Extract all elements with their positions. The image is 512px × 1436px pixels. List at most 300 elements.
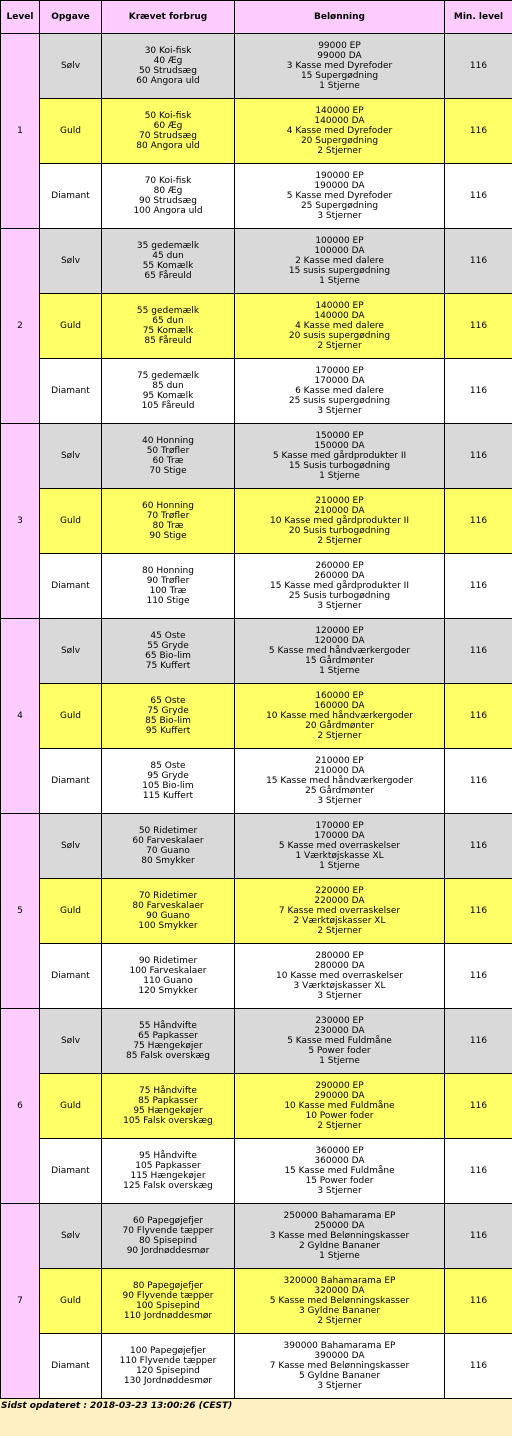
quest-row bbox=[1, 1269, 512, 1334]
reward-cell-line: 20 Susis turbogødning bbox=[288, 526, 391, 536]
required-cell-line: 90 Jordnøddesmør bbox=[126, 1246, 210, 1256]
reward-cell bbox=[235, 1009, 445, 1074]
reward-cell-line: 190000 DA bbox=[314, 181, 365, 191]
task-type-cell: Sølv bbox=[40, 424, 102, 489]
level-cell: 3 bbox=[1, 424, 40, 619]
required-cell bbox=[102, 34, 235, 99]
required-cell bbox=[102, 684, 235, 749]
reward-cell-line: 4 Kasse med Dyrefoder bbox=[286, 126, 393, 136]
required-cell-line: 110 Guano bbox=[143, 976, 193, 986]
reward-cell-line: 280000 DA bbox=[314, 961, 365, 971]
reward-cell-line: 15 Kasse med gårdprodukter II bbox=[270, 581, 409, 591]
reward-cell-line: 250000 DA bbox=[314, 1221, 365, 1231]
required-cell-line: 95 Kuffert bbox=[145, 726, 191, 736]
quest-row bbox=[1, 1074, 512, 1139]
reward-cell-line: 6 Kasse med dalere bbox=[295, 386, 384, 396]
reward-cell-line: 220000 EP bbox=[315, 886, 364, 896]
required-cell-line: 75 Gryde bbox=[147, 706, 189, 716]
reward-cell-line: 140000 EP bbox=[315, 106, 364, 116]
reward-cell-line: 5 Kasse med gårdprodukter II bbox=[272, 451, 407, 461]
quest-row bbox=[1, 34, 512, 99]
header-reward: Belønning bbox=[235, 1, 445, 34]
quest-row bbox=[1, 684, 512, 749]
required-cell bbox=[102, 1139, 235, 1204]
required-cell bbox=[102, 99, 235, 164]
quest-row bbox=[1, 619, 512, 684]
required-cell-line: 110 Flyvende tæpper bbox=[119, 1356, 217, 1366]
required-cell-line: 50 Trøfler bbox=[146, 446, 190, 456]
required-cell-line: 100 Farveskalaer bbox=[129, 966, 207, 976]
required-cell-line: 115 Kuffert bbox=[142, 791, 194, 801]
required-cell-line: 85 Fåreuld bbox=[144, 336, 192, 346]
required-cell-line: 95 Gryde bbox=[147, 771, 189, 781]
min-level-cell: 116 bbox=[445, 424, 512, 489]
reward-cell-line: 20 susis supergødning bbox=[288, 331, 391, 341]
required-cell-line: 50 Ridetimer bbox=[138, 826, 198, 836]
task-type-cell: Guld bbox=[40, 294, 102, 359]
reward-cell bbox=[235, 879, 445, 944]
reward-cell-line: 170000 EP bbox=[315, 366, 364, 376]
task-type-cell: Diamant bbox=[40, 1139, 102, 1204]
required-cell-line: 65 Papkasser bbox=[138, 1031, 198, 1041]
reward-cell-line: 2 Stjerner bbox=[317, 1121, 362, 1131]
required-cell-line: 70 Stige bbox=[149, 466, 187, 476]
required-cell bbox=[102, 619, 235, 684]
required-cell-line: 90 Stige bbox=[149, 531, 187, 541]
reward-cell-line: 15 Gårdmønter bbox=[305, 656, 374, 666]
header-task: Opgave bbox=[40, 1, 102, 34]
min-level-cell: 116 bbox=[445, 684, 512, 749]
min-level-cell: 116 bbox=[445, 359, 512, 424]
min-level-cell: 116 bbox=[445, 1009, 512, 1074]
reward-cell bbox=[235, 1074, 445, 1139]
required-cell-line: 75 Hængekøjer bbox=[133, 1041, 203, 1051]
reward-cell-line: 390000 DA bbox=[314, 1351, 365, 1361]
task-type-cell: Diamant bbox=[40, 1334, 102, 1399]
min-level-cell: 116 bbox=[445, 749, 512, 814]
required-cell bbox=[102, 164, 235, 229]
reward-cell-line: 10 Power foder bbox=[305, 1111, 374, 1121]
last-updated: Sidst opdateret : 2018-03-23 13:00:26 (CEST) bbox=[1, 1401, 233, 1411]
quest-row bbox=[1, 489, 512, 554]
reward-cell-line: 5 Kasse med Dyrefoder bbox=[286, 191, 393, 201]
required-cell-line: 55 Håndvifte bbox=[139, 1021, 197, 1031]
required-cell-line: 80 Træ bbox=[152, 521, 184, 531]
reward-cell-line: 3 Kasse med Belønningskasser bbox=[269, 1231, 410, 1241]
required-cell bbox=[102, 424, 235, 489]
reward-cell-line: 100000 DA bbox=[314, 246, 365, 256]
required-cell bbox=[102, 749, 235, 814]
required-cell bbox=[102, 1074, 235, 1139]
required-cell-line: 70 Flyvende tæpper bbox=[122, 1226, 214, 1236]
reward-cell bbox=[235, 749, 445, 814]
reward-cell bbox=[235, 684, 445, 749]
required-cell-line: 60 Papegøjefjer bbox=[132, 1216, 204, 1226]
reward-cell-line: 5 Kasse med overraskelser bbox=[278, 841, 401, 851]
required-cell-line: 80 Papegøjefjer bbox=[132, 1281, 204, 1291]
reward-cell-line: 320000 DA bbox=[314, 1286, 365, 1296]
required-cell-line: 100 Papegøjefjer bbox=[130, 1346, 206, 1356]
reward-cell-line: 360000 EP bbox=[315, 1146, 364, 1156]
task-type-cell: Diamant bbox=[40, 944, 102, 1009]
reward-cell-line: 5 Kasse med Fuldmåne bbox=[287, 1036, 392, 1046]
required-cell-line: 80 Farveskalaer bbox=[132, 901, 204, 911]
task-type-cell: Diamant bbox=[40, 164, 102, 229]
required-cell-line: 100 Spisepind bbox=[136, 1301, 200, 1311]
task-type-cell: Diamant bbox=[40, 554, 102, 619]
reward-cell-line: 10 Kasse med overraskelser bbox=[276, 971, 403, 981]
reward-cell-line: 5 Gyldne Bananer bbox=[298, 1371, 381, 1381]
reward-cell bbox=[235, 99, 445, 164]
header-required: Krævet forbrug bbox=[102, 1, 235, 34]
required-cell-line: 110 Jordnøddesmør bbox=[123, 1311, 213, 1321]
quest-row bbox=[1, 554, 512, 619]
task-type-cell: Sølv bbox=[40, 34, 102, 99]
reward-cell-line: 120000 EP bbox=[315, 626, 364, 636]
reward-cell bbox=[235, 1139, 445, 1204]
required-cell-line: 85 Falsk overskæg bbox=[126, 1051, 210, 1061]
reward-cell-line: 3 Gyldne Bananer bbox=[298, 1306, 381, 1316]
required-cell-line: 80 Æg bbox=[153, 186, 183, 196]
required-cell-line: 100 Træ bbox=[149, 586, 187, 596]
min-level-cell: 116 bbox=[445, 489, 512, 554]
reward-cell-line: 3 Stjerner bbox=[317, 796, 362, 806]
required-cell-line: 65 Bio-lim bbox=[145, 651, 191, 661]
reward-cell-line: 7 Kasse med overraskelser bbox=[278, 906, 401, 916]
required-cell bbox=[102, 229, 235, 294]
reward-cell-line: 99000 DA bbox=[317, 51, 362, 61]
quest-row bbox=[1, 814, 512, 879]
min-level-cell: 116 bbox=[445, 554, 512, 619]
required-cell bbox=[102, 554, 235, 619]
reward-cell-line: 250000 Bahamarama EP bbox=[283, 1211, 396, 1221]
reward-cell-line: 210000 DA bbox=[314, 506, 365, 516]
required-cell-line: 85 Papkasser bbox=[138, 1096, 198, 1106]
required-cell-line: 60 Farveskalaer bbox=[132, 836, 204, 846]
required-cell-line: 55 gedemælk bbox=[136, 306, 200, 316]
header-row bbox=[1, 1, 512, 34]
reward-cell bbox=[235, 424, 445, 489]
reward-cell bbox=[235, 294, 445, 359]
required-cell-line: 45 Oste bbox=[150, 631, 186, 641]
min-level-cell: 116 bbox=[445, 1334, 512, 1399]
reward-cell-line: 1 Stjerne bbox=[319, 1056, 360, 1066]
reward-cell-line: 3 Værktøjskasser XL bbox=[293, 981, 386, 991]
required-cell bbox=[102, 1269, 235, 1334]
reward-cell bbox=[235, 489, 445, 554]
required-cell-line: 80 Honning bbox=[142, 566, 194, 576]
quest-row bbox=[1, 99, 512, 164]
required-cell bbox=[102, 294, 235, 359]
reward-cell bbox=[235, 554, 445, 619]
reward-cell-line: 2 Stjerner bbox=[317, 536, 362, 546]
reward-cell-line: 1 Stjerne bbox=[319, 861, 360, 871]
reward-cell-line: 4 Kasse med dalere bbox=[295, 321, 384, 331]
required-cell bbox=[102, 944, 235, 1009]
reward-cell-line: 280000 EP bbox=[315, 951, 364, 961]
min-level-cell: 116 bbox=[445, 814, 512, 879]
reward-cell-line: 7 Kasse med Belønningskasser bbox=[269, 1361, 410, 1371]
task-type-cell: Sølv bbox=[40, 814, 102, 879]
quest-row bbox=[1, 1334, 512, 1399]
min-level-cell: 116 bbox=[445, 164, 512, 229]
required-cell-line: 100 Angora uld bbox=[133, 206, 203, 216]
reward-cell-line: 150000 EP bbox=[315, 431, 364, 441]
required-cell-line: 40 Æg bbox=[153, 56, 183, 66]
quest-table-body bbox=[1, 34, 512, 1399]
reward-cell-line: 170000 DA bbox=[314, 831, 365, 841]
reward-cell-line: 390000 Bahamarama EP bbox=[283, 1341, 396, 1351]
min-level-cell: 116 bbox=[445, 229, 512, 294]
task-type-cell: Guld bbox=[40, 99, 102, 164]
reward-cell-line: 25 Susis turbogødning bbox=[288, 591, 391, 601]
task-type-cell: Guld bbox=[40, 1074, 102, 1139]
required-cell-line: 90 Strudsæg bbox=[139, 196, 197, 206]
reward-cell bbox=[235, 359, 445, 424]
required-cell-line: 90 Guano bbox=[146, 911, 190, 921]
required-cell-line: 60 Æg bbox=[153, 121, 183, 131]
reward-cell-line: 10 Kasse med gårdprodukter II bbox=[270, 516, 409, 526]
reward-cell-line: 20 Supergødning bbox=[300, 136, 379, 146]
reward-cell-line: 2 Stjerner bbox=[317, 146, 362, 156]
required-cell-line: 70 Ridetimer bbox=[138, 891, 198, 901]
reward-cell-line: 2 Værktøjskasser XL bbox=[293, 916, 386, 926]
required-cell-line: 110 Stige bbox=[146, 596, 190, 606]
reward-cell-line: 15 Kasse med håndværkergoder bbox=[266, 776, 413, 786]
level-cell: 7 bbox=[1, 1204, 40, 1399]
reward-cell-line: 140000 DA bbox=[314, 311, 365, 321]
reward-cell-line: 5 Power foder bbox=[308, 1046, 371, 1056]
task-type-cell: Sølv bbox=[40, 1009, 102, 1074]
reward-cell-line: 15 Kasse med Fuldmåne bbox=[284, 1166, 395, 1176]
reward-cell-line: 120000 DA bbox=[314, 636, 365, 646]
required-cell-line: 80 Angora uld bbox=[136, 141, 200, 151]
reward-cell-line: 190000 EP bbox=[315, 171, 364, 181]
reward-cell-line: 10 Kasse med Fuldmåne bbox=[284, 1101, 395, 1111]
reward-cell-line: 1 Stjerne bbox=[319, 1251, 360, 1261]
min-level-cell: 116 bbox=[445, 1204, 512, 1269]
required-cell-line: 65 Fåreuld bbox=[144, 271, 192, 281]
task-type-cell: Guld bbox=[40, 879, 102, 944]
header-min-level: Min. level bbox=[445, 1, 512, 34]
reward-cell-line: 100000 EP bbox=[315, 236, 364, 246]
reward-cell-line: 2 Gyldne Bananer bbox=[298, 1241, 381, 1251]
required-cell-line: 105 Fåreuld bbox=[141, 401, 195, 411]
required-cell bbox=[102, 489, 235, 554]
required-cell-line: 80 Smykker bbox=[141, 856, 195, 866]
reward-cell bbox=[235, 164, 445, 229]
required-cell-line: 50 Strudsæg bbox=[139, 66, 197, 76]
reward-cell-line: 290000 DA bbox=[314, 1091, 365, 1101]
reward-cell-line: 5 Kasse med Belønningskasser bbox=[269, 1296, 410, 1306]
required-cell-line: 90 Ridetimer bbox=[138, 956, 198, 966]
required-cell-line: 60 Honning bbox=[142, 501, 194, 511]
reward-cell-line: 3 Kasse med Dyrefoder bbox=[286, 61, 393, 71]
required-cell bbox=[102, 814, 235, 879]
required-cell-line: 30 Koi-fisk bbox=[144, 46, 192, 56]
required-cell-line: 100 Smykker bbox=[138, 921, 198, 931]
required-cell-line: 85 Oste bbox=[150, 761, 186, 771]
reward-cell-line: 1 Stjerne bbox=[319, 471, 360, 481]
reward-cell-line: 2 Stjerner bbox=[317, 1316, 362, 1326]
required-cell bbox=[102, 1334, 235, 1399]
reward-cell-line: 210000 EP bbox=[315, 496, 364, 506]
reward-cell-line: 230000 EP bbox=[315, 1016, 364, 1026]
required-cell-line: 40 Honning bbox=[142, 436, 194, 446]
required-cell-line: 70 Strudsæg bbox=[139, 131, 197, 141]
reward-cell-line: 1 Stjerne bbox=[319, 81, 360, 91]
reward-cell-line: 290000 EP bbox=[315, 1081, 364, 1091]
reward-cell bbox=[235, 1269, 445, 1334]
reward-cell-line: 1 Stjerne bbox=[319, 666, 360, 676]
required-cell-line: 85 Bio-lim bbox=[145, 716, 191, 726]
level-cell: 4 bbox=[1, 619, 40, 814]
level-cell: 5 bbox=[1, 814, 40, 1009]
required-cell-line: 95 Komælk bbox=[142, 391, 194, 401]
required-cell-line: 60 Træ bbox=[152, 456, 184, 466]
required-cell-line: 55 Komælk bbox=[142, 261, 194, 271]
reward-cell-line: 3 Stjerner bbox=[317, 1381, 362, 1391]
required-cell bbox=[102, 879, 235, 944]
reward-cell-line: 160000 EP bbox=[315, 691, 364, 701]
required-cell-line: 35 gedemælk bbox=[136, 241, 200, 251]
reward-cell-line: 15 Supergødning bbox=[300, 71, 379, 81]
reward-cell-line: 320000 Bahamarama EP bbox=[283, 1276, 396, 1286]
level-cell: 6 bbox=[1, 1009, 40, 1204]
required-cell-line: 65 dun bbox=[152, 316, 184, 326]
min-level-cell: 116 bbox=[445, 619, 512, 684]
reward-cell-line: 1 Værktøjskasse XL bbox=[295, 851, 384, 861]
reward-cell-line: 170000 EP bbox=[315, 821, 364, 831]
reward-cell bbox=[235, 619, 445, 684]
task-type-cell: Diamant bbox=[40, 359, 102, 424]
task-type-cell: Diamant bbox=[40, 749, 102, 814]
required-cell bbox=[102, 1009, 235, 1074]
reward-cell-line: 15 susis supergødning bbox=[288, 266, 391, 276]
min-level-cell: 116 bbox=[445, 1074, 512, 1139]
reward-cell bbox=[235, 814, 445, 879]
reward-cell-line: 5 Kasse med håndværkergoder bbox=[268, 646, 411, 656]
required-cell-line: 95 Håndvifte bbox=[139, 1151, 197, 1161]
required-cell-line: 80 Spisepind bbox=[138, 1236, 198, 1246]
reward-cell bbox=[235, 1334, 445, 1399]
task-type-cell: Sølv bbox=[40, 229, 102, 294]
reward-cell-line: 20 Gårdmønter bbox=[305, 721, 374, 731]
min-level-cell: 116 bbox=[445, 1139, 512, 1204]
required-cell-line: 90 Trøfler bbox=[146, 576, 190, 586]
quest-row bbox=[1, 944, 512, 1009]
reward-cell bbox=[235, 229, 445, 294]
level-cell: 2 bbox=[1, 229, 40, 424]
reward-cell-line: 360000 DA bbox=[314, 1156, 365, 1166]
quest-row bbox=[1, 1009, 512, 1074]
reward-cell-line: 2 Stjerner bbox=[317, 341, 362, 351]
reward-cell bbox=[235, 1204, 445, 1269]
reward-cell-line: 10 Kasse med håndværkergoder bbox=[266, 711, 413, 721]
required-cell-line: 70 Trøfler bbox=[146, 511, 190, 521]
required-cell bbox=[102, 1204, 235, 1269]
reward-cell bbox=[235, 944, 445, 1009]
quest-row bbox=[1, 424, 512, 489]
required-cell-line: 50 Koi-fisk bbox=[144, 111, 192, 121]
required-cell-line: 105 Falsk overskæg bbox=[123, 1116, 213, 1126]
reward-cell-line: 2 Stjerner bbox=[317, 731, 362, 741]
required-cell-line: 95 Hængekøjer bbox=[133, 1106, 203, 1116]
required-cell-line: 65 Oste bbox=[150, 696, 186, 706]
quest-row bbox=[1, 1139, 512, 1204]
reward-cell-line: 140000 EP bbox=[315, 301, 364, 311]
required-cell-line: 125 Falsk overskæg bbox=[123, 1181, 213, 1191]
reward-cell-line: 230000 DA bbox=[314, 1026, 365, 1036]
required-cell-line: 105 Papkasser bbox=[135, 1161, 201, 1171]
reward-cell-line: 3 Stjerner bbox=[317, 211, 362, 221]
required-cell-line: 120 Spisepind bbox=[136, 1366, 200, 1376]
quest-row bbox=[1, 294, 512, 359]
reward-cell-line: 3 Stjerner bbox=[317, 601, 362, 611]
min-level-cell: 116 bbox=[445, 34, 512, 99]
task-type-cell: Sølv bbox=[40, 1204, 102, 1269]
required-cell-line: 105 Bio-lim bbox=[142, 781, 194, 791]
reward-cell-line: 160000 DA bbox=[314, 701, 365, 711]
reward-cell-line: 260000 DA bbox=[314, 571, 365, 581]
reward-cell-line: 140000 DA bbox=[314, 116, 365, 126]
required-cell-line: 85 dun bbox=[152, 381, 184, 391]
required-cell-line: 45 dun bbox=[152, 251, 184, 261]
required-cell-line: 115 Hængekøjer bbox=[130, 1171, 206, 1181]
quest-row bbox=[1, 879, 512, 944]
reward-cell-line: 220000 DA bbox=[314, 896, 365, 906]
required-cell-line: 130 Jordnøddesmør bbox=[123, 1376, 213, 1386]
required-cell-line: 120 Smykker bbox=[138, 986, 198, 996]
required-cell-line: 75 Håndvifte bbox=[139, 1086, 197, 1096]
reward-cell-line: 2 Kasse med dalere bbox=[295, 256, 384, 266]
task-type-cell: Guld bbox=[40, 1269, 102, 1334]
required-cell-line: 75 Kuffert bbox=[145, 661, 191, 671]
reward-cell-line: 2 Stjerner bbox=[317, 926, 362, 936]
task-type-cell: Guld bbox=[40, 684, 102, 749]
quest-row bbox=[1, 164, 512, 229]
required-cell-line: 70 Guano bbox=[146, 846, 190, 856]
min-level-cell: 116 bbox=[445, 99, 512, 164]
reward-cell-line: 260000 EP bbox=[315, 561, 364, 571]
reward-cell-line: 25 Gårdmønter bbox=[305, 786, 374, 796]
reward-cell-line: 170000 DA bbox=[314, 376, 365, 386]
quest-row bbox=[1, 359, 512, 424]
required-cell bbox=[102, 359, 235, 424]
level-cell: 1 bbox=[1, 34, 40, 229]
required-cell-line: 75 Komælk bbox=[142, 326, 194, 336]
required-cell-line: 75 gedemælk bbox=[136, 371, 200, 381]
quest-row bbox=[1, 1204, 512, 1269]
required-cell-line: 90 Flyvende tæpper bbox=[122, 1291, 214, 1301]
required-cell-line: 60 Angora uld bbox=[136, 76, 200, 86]
quest-row bbox=[1, 749, 512, 814]
task-type-cell: Sølv bbox=[40, 619, 102, 684]
reward-cell-line: 1 Stjerne bbox=[319, 276, 360, 286]
reward-cell-line: 150000 DA bbox=[314, 441, 365, 451]
reward-cell-line: 15 Susis turbogødning bbox=[288, 461, 391, 471]
required-cell-line: 55 Gryde bbox=[147, 641, 189, 651]
required-cell-line: 70 Koi-fisk bbox=[144, 176, 192, 186]
min-level-cell: 116 bbox=[445, 1269, 512, 1334]
task-type-cell: Guld bbox=[40, 489, 102, 554]
reward-cell-line: 15 Power foder bbox=[305, 1176, 374, 1186]
quest-row bbox=[1, 229, 512, 294]
header-level: Level bbox=[1, 1, 40, 34]
reward-cell-line: 210000 DA bbox=[314, 766, 365, 776]
reward-cell-line: 3 Stjerner bbox=[317, 1186, 362, 1196]
reward-cell-line: 210000 EP bbox=[315, 756, 364, 766]
